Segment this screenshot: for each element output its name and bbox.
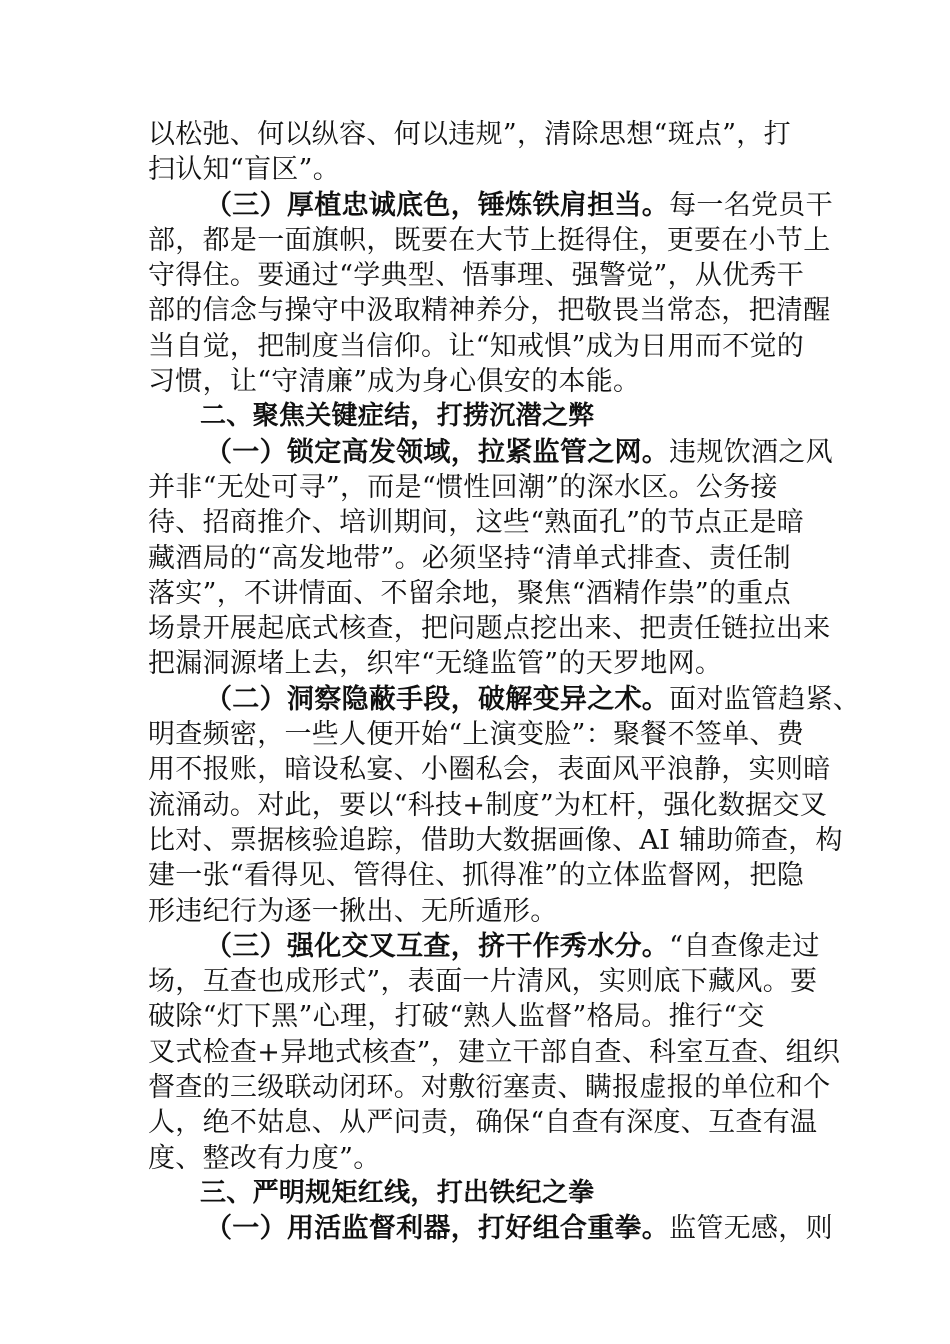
text-line bbox=[148, 999, 808, 1034]
paragraph-text: 监管无感，则 bbox=[669, 1213, 833, 1245]
text-line bbox=[148, 752, 831, 787]
subsection-lead: （三）厚植忠诚底色，锤炼铁肩担当。 bbox=[205, 189, 670, 221]
text-line bbox=[148, 1141, 808, 1176]
paragraph-first-line bbox=[148, 435, 833, 470]
text-line bbox=[148, 894, 808, 929]
line-text: 以松弛、何以纵容、何以违规”，清除思想“斑点”，打 bbox=[148, 119, 791, 150]
subsection-lead: （三）强化交叉互查，挤干作秀水分。 bbox=[205, 930, 670, 962]
text-line bbox=[148, 717, 808, 752]
text-line bbox=[148, 152, 808, 187]
line-text: 部，都是一面旗帜，既要在大节上挺得住，更要在小节上 bbox=[148, 224, 831, 256]
section-heading-text: 二、聚焦关键症结，打捞沉潜之弊 bbox=[200, 401, 595, 432]
text-line bbox=[148, 858, 808, 893]
line-text: 把漏洞源堵上去，织牢“无缝监管”的天罗地网。 bbox=[148, 648, 723, 680]
text-line bbox=[148, 470, 808, 505]
line-text: 形违纪行为逐一揪出、无所遁形。 bbox=[148, 895, 558, 927]
text-line bbox=[148, 293, 831, 328]
text-line bbox=[148, 964, 818, 999]
line-text: 用不报账，暗设私宴、小圈私会，表面风平浪静，实则暗 bbox=[148, 754, 831, 786]
line-text: 比对、票据核验追踪，借助大数据画像、AI 辅助筛查，构 bbox=[148, 824, 843, 856]
line-text: 叉式检查+异地式核查”，建立干部自查、科室互查、组织 bbox=[148, 1036, 841, 1068]
paragraph-first-line bbox=[148, 188, 833, 223]
line-text: 习惯，让“守清廉”成为身心俱安的本能。 bbox=[148, 366, 641, 398]
text-line bbox=[148, 1070, 831, 1105]
line-text: 人，绝不姑息、从严问责，确保“自查有深度、互查有温 bbox=[148, 1107, 818, 1139]
text-line bbox=[148, 505, 808, 540]
text-line bbox=[148, 364, 808, 399]
text-line bbox=[148, 576, 808, 611]
text-line bbox=[148, 823, 843, 858]
text-line bbox=[148, 788, 828, 823]
subsection-lead: （一）锁定高发领域，拉紧监管之网。 bbox=[205, 436, 670, 468]
subsection-lead: （一）用活监督利器，打好组合重拳。 bbox=[205, 1213, 670, 1245]
line-text: 当自觉，把制度当信仰。让“知戒惧”成为日用而不觉的 bbox=[148, 330, 805, 362]
paragraph-first-line bbox=[148, 1211, 833, 1246]
line-text: 场，互查也成形式”，表面一片清风，实则底下藏风。要 bbox=[148, 966, 818, 998]
line-text: 落实”，不讲情面、不留余地，聚焦“酒精作祟”的重点 bbox=[148, 577, 791, 609]
text-line bbox=[148, 611, 831, 646]
text-line bbox=[148, 258, 808, 293]
text-line bbox=[148, 646, 808, 681]
line-text: 并非“无处可寻”，而是“惯性回潮”的深水区。公务接 bbox=[148, 471, 778, 503]
line-text: 扫认知“盲区”。 bbox=[148, 154, 341, 186]
section-heading-text: 三、严明规矩红线，打出铁纪之拳 bbox=[200, 1177, 595, 1208]
text-line bbox=[148, 541, 808, 576]
paragraph-first-line bbox=[148, 929, 820, 964]
line-text: 守得住。要通过“学典型、悟事理、强警觉”，从优秀干 bbox=[148, 260, 805, 292]
paragraph-text: 每一名党员干 bbox=[669, 189, 833, 221]
line-text: 藏酒局的“高发地带”。必须坚持“清单式排查、责任制 bbox=[148, 542, 791, 574]
text-line bbox=[148, 117, 808, 152]
paragraph-first-line bbox=[148, 682, 861, 717]
subsection-lead: （二）洞察隐蔽手段，破解变异之术。 bbox=[205, 683, 670, 715]
text-line bbox=[148, 1035, 841, 1070]
paragraph-text: 面对监管趋紧、 bbox=[669, 683, 861, 715]
paragraph-text: 违规饮酒之风 bbox=[669, 436, 833, 468]
section-heading bbox=[148, 399, 808, 434]
line-text: 场景开展起底式核查，把问题点挖出来、把责任链拉出来 bbox=[148, 613, 831, 645]
line-text: 待、招商推介、培训期间，这些“熟面孔”的节点正是暗 bbox=[148, 507, 805, 539]
text-line bbox=[148, 329, 808, 364]
document-body bbox=[148, 117, 861, 1247]
paragraph-text: “自查像走过 bbox=[669, 930, 820, 962]
line-text: 部的信念与操守中汲取精神养分，把敬畏当常态，把清醒 bbox=[148, 295, 831, 327]
line-text: 破除“灯下黑”心理，打破“熟人监督”格局。推行“交 bbox=[148, 1001, 765, 1033]
line-text: 督查的三级联动闭环。对敷衍塞责、瞒报虚报的单位和个 bbox=[148, 1072, 831, 1104]
line-text: 建一张“看得见、管得住、抓得准”的立体监督网，把隐 bbox=[148, 860, 805, 892]
section-heading bbox=[148, 1176, 808, 1211]
text-line bbox=[148, 1105, 818, 1140]
line-text: 流涌动。对此，要以“科技+制度”为杠杆，强化数据交叉 bbox=[148, 789, 828, 821]
line-text: 度、整改有力度”。 bbox=[148, 1142, 381, 1174]
line-text: 明查频密，一些人便开始“上演变脸”：聚餐不签单、费 bbox=[148, 719, 805, 751]
text-line bbox=[148, 223, 831, 258]
